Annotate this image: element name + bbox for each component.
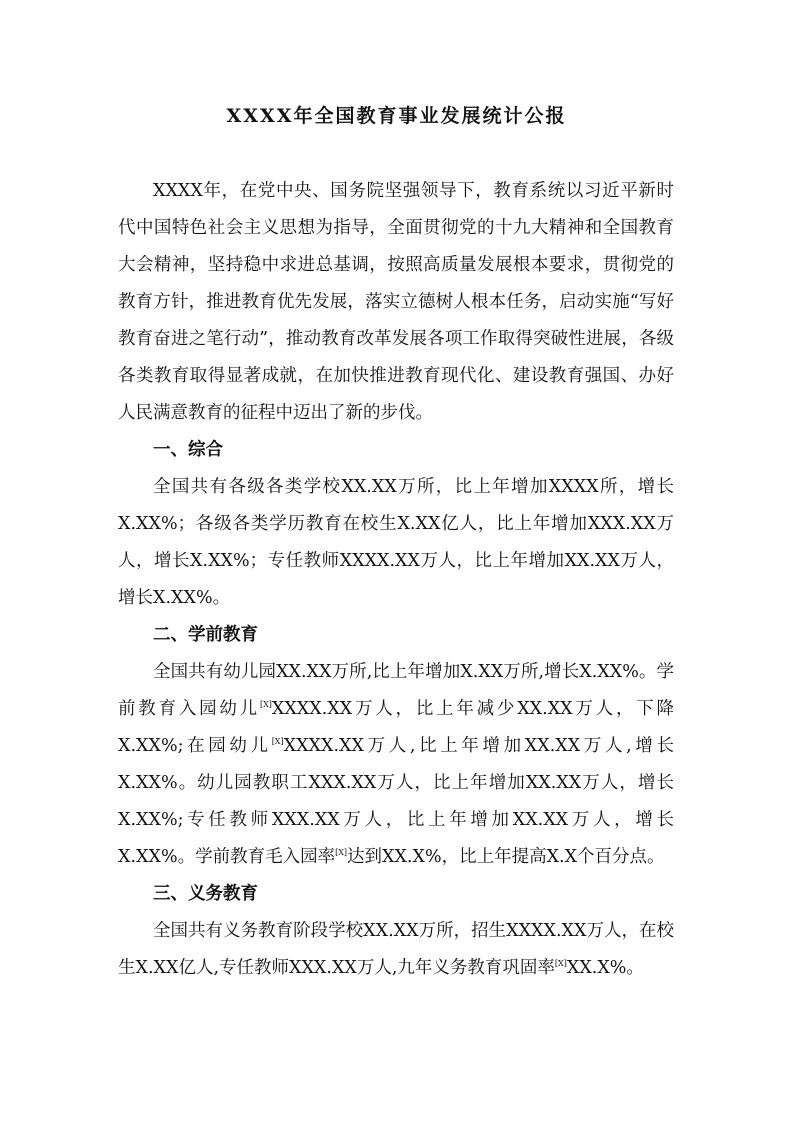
footnote-marker[interactable]: [X]: [259, 700, 272, 710]
footnote-marker[interactable]: [X]: [554, 959, 567, 969]
footnote-marker[interactable]: [X]: [335, 848, 348, 858]
section-heading-compulsory: 三、义务教育: [153, 884, 258, 904]
section-body-preschool: [118, 654, 674, 876]
preschool-text-part-3: XXXX.XX万人,比上年增加XX.XX万人,增长X.XX%。幼儿园教职工XXX.XX万人，比上年增加XX.XX万人，增长X.XX%;专任教师XXX.XX万人，比上年增加XX.XX万人，增长X.XX%。学前教育毛入园率: [118, 736, 674, 867]
preschool-text-part-4: 达到XX.X%，比上年提高X.X个百分点。: [347, 847, 665, 867]
compulsory-text-part-2: XX.X%。: [566, 958, 644, 978]
section-body-compulsory: [118, 913, 674, 987]
section-heading-general: 一、综合: [153, 440, 223, 460]
preschool-text-part-2: XXXX.XX万人，比上年减少XX.XX万人，下降X.XX%;在园幼儿: [118, 699, 674, 756]
document-body: [118, 173, 674, 987]
footnote-marker[interactable]: [X]: [271, 737, 284, 747]
section-heading-preschool: 二、学前教育: [153, 625, 258, 645]
section-body-general: 全国共有各级各类学校XX.XX万所，比上年增加XXXX所，增长X.XX%；各级各类学历教育在校生X.XX亿人，比上年增加XXX.XX万人，增长X.XX%；专任教师XXXX.XX万人，比上年增加XX.XX万人，增长X.XX%。: [118, 477, 674, 608]
intro-paragraph: XXXX年，在党中央、国务院坚强领导下，教育系统以习近平新时代中国特色社会主义思想为指导，全面贯彻党的十九大精神和全国教育大会精神，坚持稳中求进总基调，按照高质量发展根本要求，贯彻党的教育方针，推进教育优先发展，落实立德树人根本任务，启动实施“写好教育奋进之笔行动”，推动教育改革发展各项工作取得突破性进展，各级各类教育取得显著成就，在加快推进教育现代化、建设教育强国、办好人民满意教育的征程中迈出了新的步伐。: [118, 181, 674, 423]
compulsory-text-part-1: 全国共有义务教育阶段学校XX.XX万所，招生XXXX.XX万人，在校生X.XX亿人,专任教师XXX.XX万人,九年义务教育巩固率: [118, 921, 674, 978]
preschool-text-part-1: 全国共有幼儿园XX.XX万所,比上年增加X.XX万所,增长X.XX%。学前教育入园幼儿: [118, 662, 674, 719]
document-title: XXXX年全国教育事业发展统计公报: [226, 105, 567, 127]
